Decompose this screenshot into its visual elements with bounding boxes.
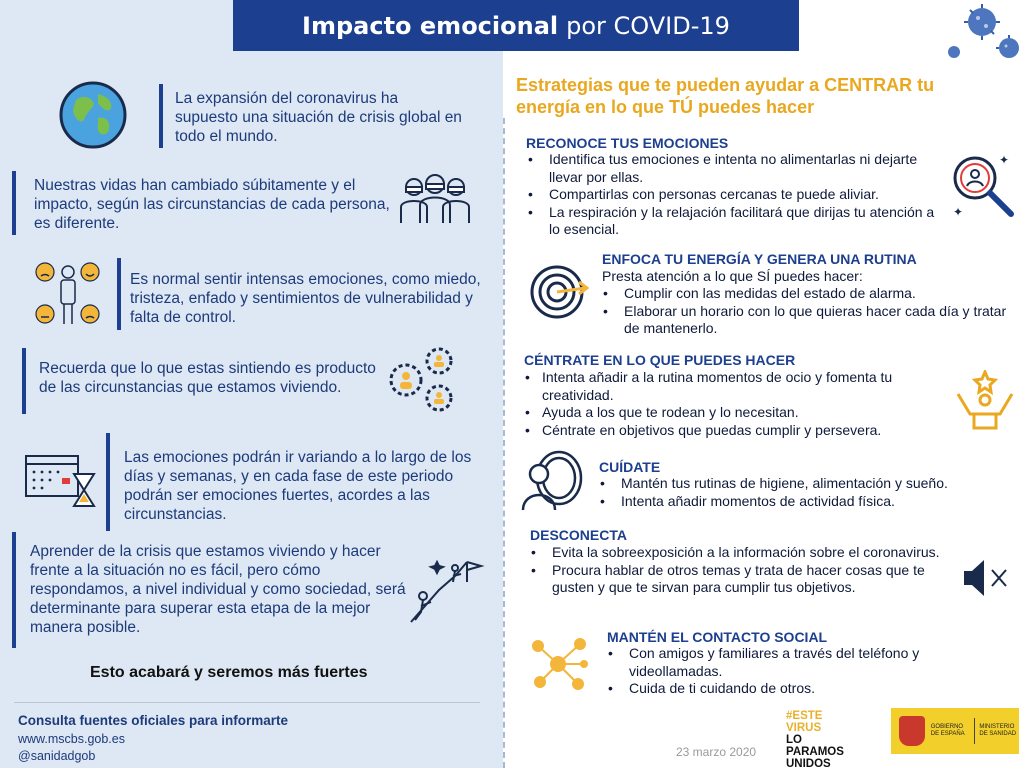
footer-twitter-handle[interactable]: @sanidadgob xyxy=(18,749,96,763)
people-masks-icon xyxy=(398,173,472,225)
gears-people-icon xyxy=(386,346,458,414)
section-title-contacto: MANTÉN EL CONTACTO SOCIAL xyxy=(607,629,828,645)
title-banner xyxy=(233,0,799,51)
section-title-centrate: CÉNTRATE EN LO QUE PUEDES HACER xyxy=(524,352,796,368)
section-list-enfoca xyxy=(600,285,1010,338)
campaign-line-5: UNIDOS xyxy=(786,758,831,768)
section-list-reconoce xyxy=(525,151,945,239)
calendar-hourglass-icon xyxy=(24,452,98,510)
panel-divider xyxy=(503,118,505,768)
list-item: • Intenta añadir momentos de actividad física. xyxy=(597,493,1017,511)
list-item: • Procura hablar de otros temas y trata de hacer cosas que te gusten y que te sirvan para cumplir tus objetivos. xyxy=(528,562,958,597)
list-item: • Con amigos y familiares a través del teléfono y videollamadas. xyxy=(605,645,995,680)
logo-separator xyxy=(974,718,975,744)
block-bar xyxy=(22,348,26,414)
block-bar xyxy=(117,258,121,330)
list-item: • Identifica tus emociones e intenta no alimentarlas ni dejarte llevar por ellas. xyxy=(525,151,945,186)
campaign-line-3: LO xyxy=(786,734,802,746)
coat-of-arms-icon xyxy=(899,716,925,746)
star-person-icon xyxy=(954,370,1016,432)
section-title-desconecta: DESCONECTA xyxy=(530,527,627,543)
block-bar xyxy=(12,171,16,235)
mirror-person-icon xyxy=(521,450,585,512)
list-item: • Cumplir con las medidas del estado de alarma. xyxy=(600,285,1010,303)
closing-message: Esto acabará y seremos más fuertes xyxy=(90,664,368,681)
left-text-6: Aprender de la crisis que estamos viviendo y hacer frente a la situación no es fácil, pero cómo respondamos, a nivel individual y como sociedad, será determinante para superar esta etapa de la mejor manera posible. xyxy=(30,543,406,636)
block-bar xyxy=(12,532,16,648)
title-bold: Impacto emocional xyxy=(302,11,559,40)
block-bar xyxy=(159,84,163,148)
mute-speaker-icon xyxy=(962,558,1010,598)
footer-divider xyxy=(14,702,480,703)
target-arrow-icon xyxy=(529,262,589,322)
ministry-label: MINISTERIO DE SANIDAD xyxy=(979,724,1017,737)
publication-date: 23 marzo 2020 xyxy=(676,745,757,759)
strategies-heading xyxy=(516,74,996,118)
government-label: GOBIERNO DE ESPAÑA xyxy=(930,724,965,737)
strategies-heading-line-1: Estrategias que te pueden ayudar a CENTRAR tu xyxy=(516,75,935,95)
section-list-contacto xyxy=(605,645,995,698)
magnifier-person-icon xyxy=(947,150,1017,220)
list-item: • Ayuda a los que te rodean y lo necesitan. xyxy=(522,404,952,422)
government-logo xyxy=(891,708,1019,754)
left-text-3: Es normal sentir intensas emociones, como miedo, tristeza, enfado y sentimientos de vulnerabilidad y falta de control. xyxy=(130,271,481,326)
section-title-cuidate: CUÍDATE xyxy=(599,459,661,475)
list-item: • Céntrate en objetivos que puedas cumplir y persevera. xyxy=(522,422,952,440)
social-network-icon xyxy=(528,634,590,694)
globe-icon xyxy=(58,80,128,150)
list-item: • Elaborar un horario con lo que quieras hacer cada día y tratar de mantenerlo. xyxy=(600,303,1010,338)
list-item: • Compartirlas con personas cercanas te puede aliviar. xyxy=(525,186,945,204)
section-title-enfoca: ENFOCA TU ENERGÍA Y GENERA UNA RUTINA xyxy=(602,251,917,267)
list-item: • La respiración y la relajación facilitará que dirijas tu atención a lo esencial. xyxy=(525,204,945,239)
section-list-cuidate xyxy=(597,475,1017,510)
list-item: • Mantén tus rutinas de higiene, alimentación y sueño. xyxy=(597,475,1017,493)
section-intro-enfoca: Presta atención a lo que SÍ puedes hacer: xyxy=(602,268,863,284)
left-text-2: Nuestras vidas han cambiado súbitamente y el impacto, según las circunstancias de cada persona, es diferente. xyxy=(34,177,390,232)
campaign-logo xyxy=(786,710,878,768)
list-item: • Intenta añadir a la rutina momentos de ocio y fomenta tu creatividad. xyxy=(522,369,952,404)
emotions-person-icon xyxy=(35,262,101,326)
list-item: • Evita la sobreexposición a la información sobre el coronavirus. xyxy=(528,544,958,562)
left-text-4: Recuerda que lo que estas sintiendo es producto de las circunstancias que estamos viviendo. xyxy=(39,360,376,396)
footer-website-link[interactable]: www.mscbs.gob.es xyxy=(18,732,125,746)
block-bar xyxy=(106,433,110,531)
footer-title: Consulta fuentes oficiales para informarte xyxy=(18,713,289,728)
title-regular: por COVID-19 xyxy=(566,11,730,40)
svg-text:✦: ✦ xyxy=(953,205,964,219)
campaign-line-4: PARAMOS xyxy=(786,746,844,758)
svg-text:✦: ✦ xyxy=(999,153,1010,167)
left-text-5: Las emociones podrán ir variando a lo largo de los días y semanas, y en cada fase de este periodo podrán ser emociones fuertes, acordes a las circunstancias. xyxy=(124,449,472,523)
list-item: • Cuida de ti cuidando de otros. xyxy=(605,680,995,698)
climbing-flag-icon xyxy=(409,556,485,626)
campaign-line-1: #ESTE xyxy=(786,710,823,722)
section-title-reconoce: RECONOCE TUS EMOCIONES xyxy=(526,135,729,151)
virus-decoration-icon xyxy=(934,0,1024,70)
left-text-1: La expansión del coronavirus ha supuesto una situación de crisis global en todo el mundo. xyxy=(175,90,462,145)
section-list-desconecta xyxy=(528,544,958,597)
section-list-centrate xyxy=(522,369,952,439)
strategies-heading-line-2: energía en lo que TÚ puedes hacer xyxy=(516,97,815,117)
campaign-line-2: VIRUS xyxy=(786,722,822,734)
